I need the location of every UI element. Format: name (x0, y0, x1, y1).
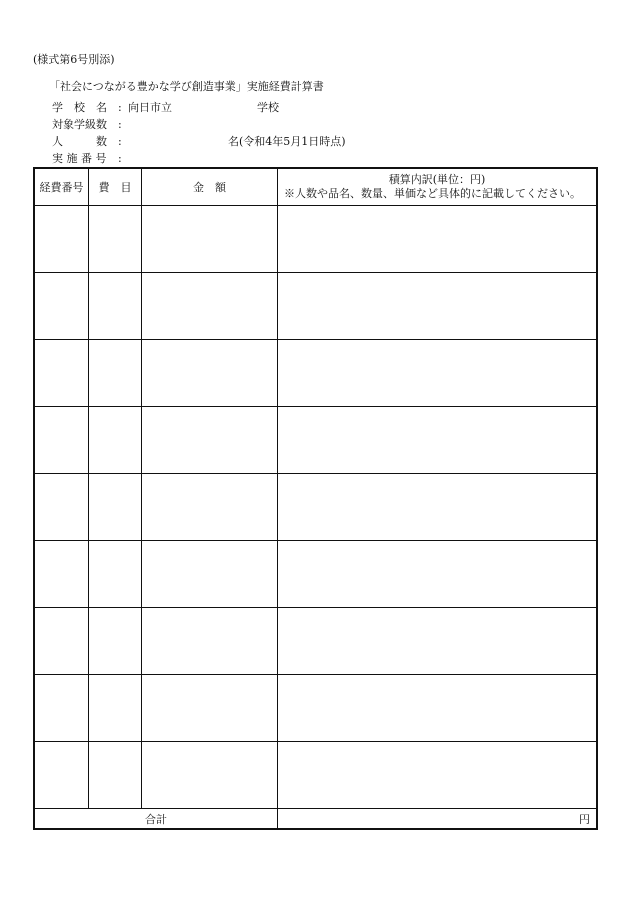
table-row (35, 340, 597, 407)
expense-number-cell[interactable] (35, 474, 89, 541)
item-cell[interactable] (89, 474, 142, 541)
school-suffix: 学校 (257, 101, 279, 114)
expense-table (34, 168, 597, 829)
table-row (35, 608, 597, 675)
amount-cell[interactable] (142, 474, 278, 541)
people-count-value[interactable]: 名(令和4年5月1日時点) (228, 135, 346, 148)
item-cell[interactable] (89, 273, 142, 340)
table-row (35, 742, 597, 809)
breakdown-cell[interactable] (278, 273, 597, 340)
header-breakdown (278, 169, 597, 206)
header-expense-number: 経費番号 (35, 169, 89, 206)
item-cell[interactable] (89, 407, 142, 474)
colon: : (118, 118, 122, 131)
amount-cell[interactable] (142, 407, 278, 474)
breakdown-cell[interactable] (278, 474, 597, 541)
breakdown-note: ※人数や品名、数量、単価など具体的に記載してください。 (284, 187, 581, 200)
colon: : (118, 101, 122, 114)
breakdown-cell[interactable] (278, 541, 597, 608)
item-cell[interactable] (89, 340, 142, 407)
header-amount: 金 額 (142, 169, 278, 206)
total-row (35, 809, 597, 829)
school-name-value[interactable]: 向日市立 (128, 101, 172, 114)
table-row (35, 474, 597, 541)
people-count-label: 人 数 (52, 135, 107, 148)
breakdown-title: 積算内訳(単位：円) (388, 173, 486, 186)
breakdown-cell[interactable] (278, 340, 597, 407)
expense-number-cell[interactable] (35, 340, 89, 407)
colon: : (118, 135, 122, 148)
item-cell[interactable] (89, 608, 142, 675)
expense-number-cell[interactable] (35, 742, 89, 809)
expense-number-cell[interactable] (35, 273, 89, 340)
amount-cell[interactable] (142, 541, 278, 608)
target-class-count-label: 対象学級数 (52, 118, 107, 131)
breakdown-cell[interactable] (278, 206, 597, 273)
table-row (35, 407, 597, 474)
table-row (35, 206, 597, 273)
expense-number-cell[interactable] (35, 541, 89, 608)
breakdown-cell[interactable] (278, 675, 597, 742)
expense-number-cell[interactable] (35, 608, 89, 675)
school-name-label: 学 校 名 (52, 101, 107, 114)
table-row (35, 541, 597, 608)
item-cell[interactable] (89, 742, 142, 809)
header-item: 費 目 (89, 169, 142, 206)
expense-number-cell[interactable] (35, 407, 89, 474)
table-row (35, 675, 597, 742)
table-header-row (35, 169, 597, 206)
amount-cell[interactable] (142, 675, 278, 742)
breakdown-cell[interactable] (278, 608, 597, 675)
total-label: 合計 (35, 809, 278, 829)
form-number: (様式第6号別添) (33, 53, 115, 66)
implementation-number-label: 実 施 番 号 (52, 152, 107, 165)
amount-cell[interactable] (142, 608, 278, 675)
colon: : (118, 152, 122, 165)
amount-cell[interactable] (142, 273, 278, 340)
expense-number-cell[interactable] (35, 675, 89, 742)
item-cell[interactable] (89, 206, 142, 273)
total-unit[interactable]: 円 (278, 809, 597, 829)
breakdown-cell[interactable] (278, 407, 597, 474)
amount-cell[interactable] (142, 206, 278, 273)
item-cell[interactable] (89, 541, 142, 608)
amount-cell[interactable] (142, 340, 278, 407)
amount-cell[interactable] (142, 742, 278, 809)
expense-number-cell[interactable] (35, 206, 89, 273)
item-cell[interactable] (89, 675, 142, 742)
breakdown-cell[interactable] (278, 742, 597, 809)
document-title: 「社会につながる豊かな学び創造事業」実施経費計算書 (49, 80, 324, 93)
table-row (35, 273, 597, 340)
